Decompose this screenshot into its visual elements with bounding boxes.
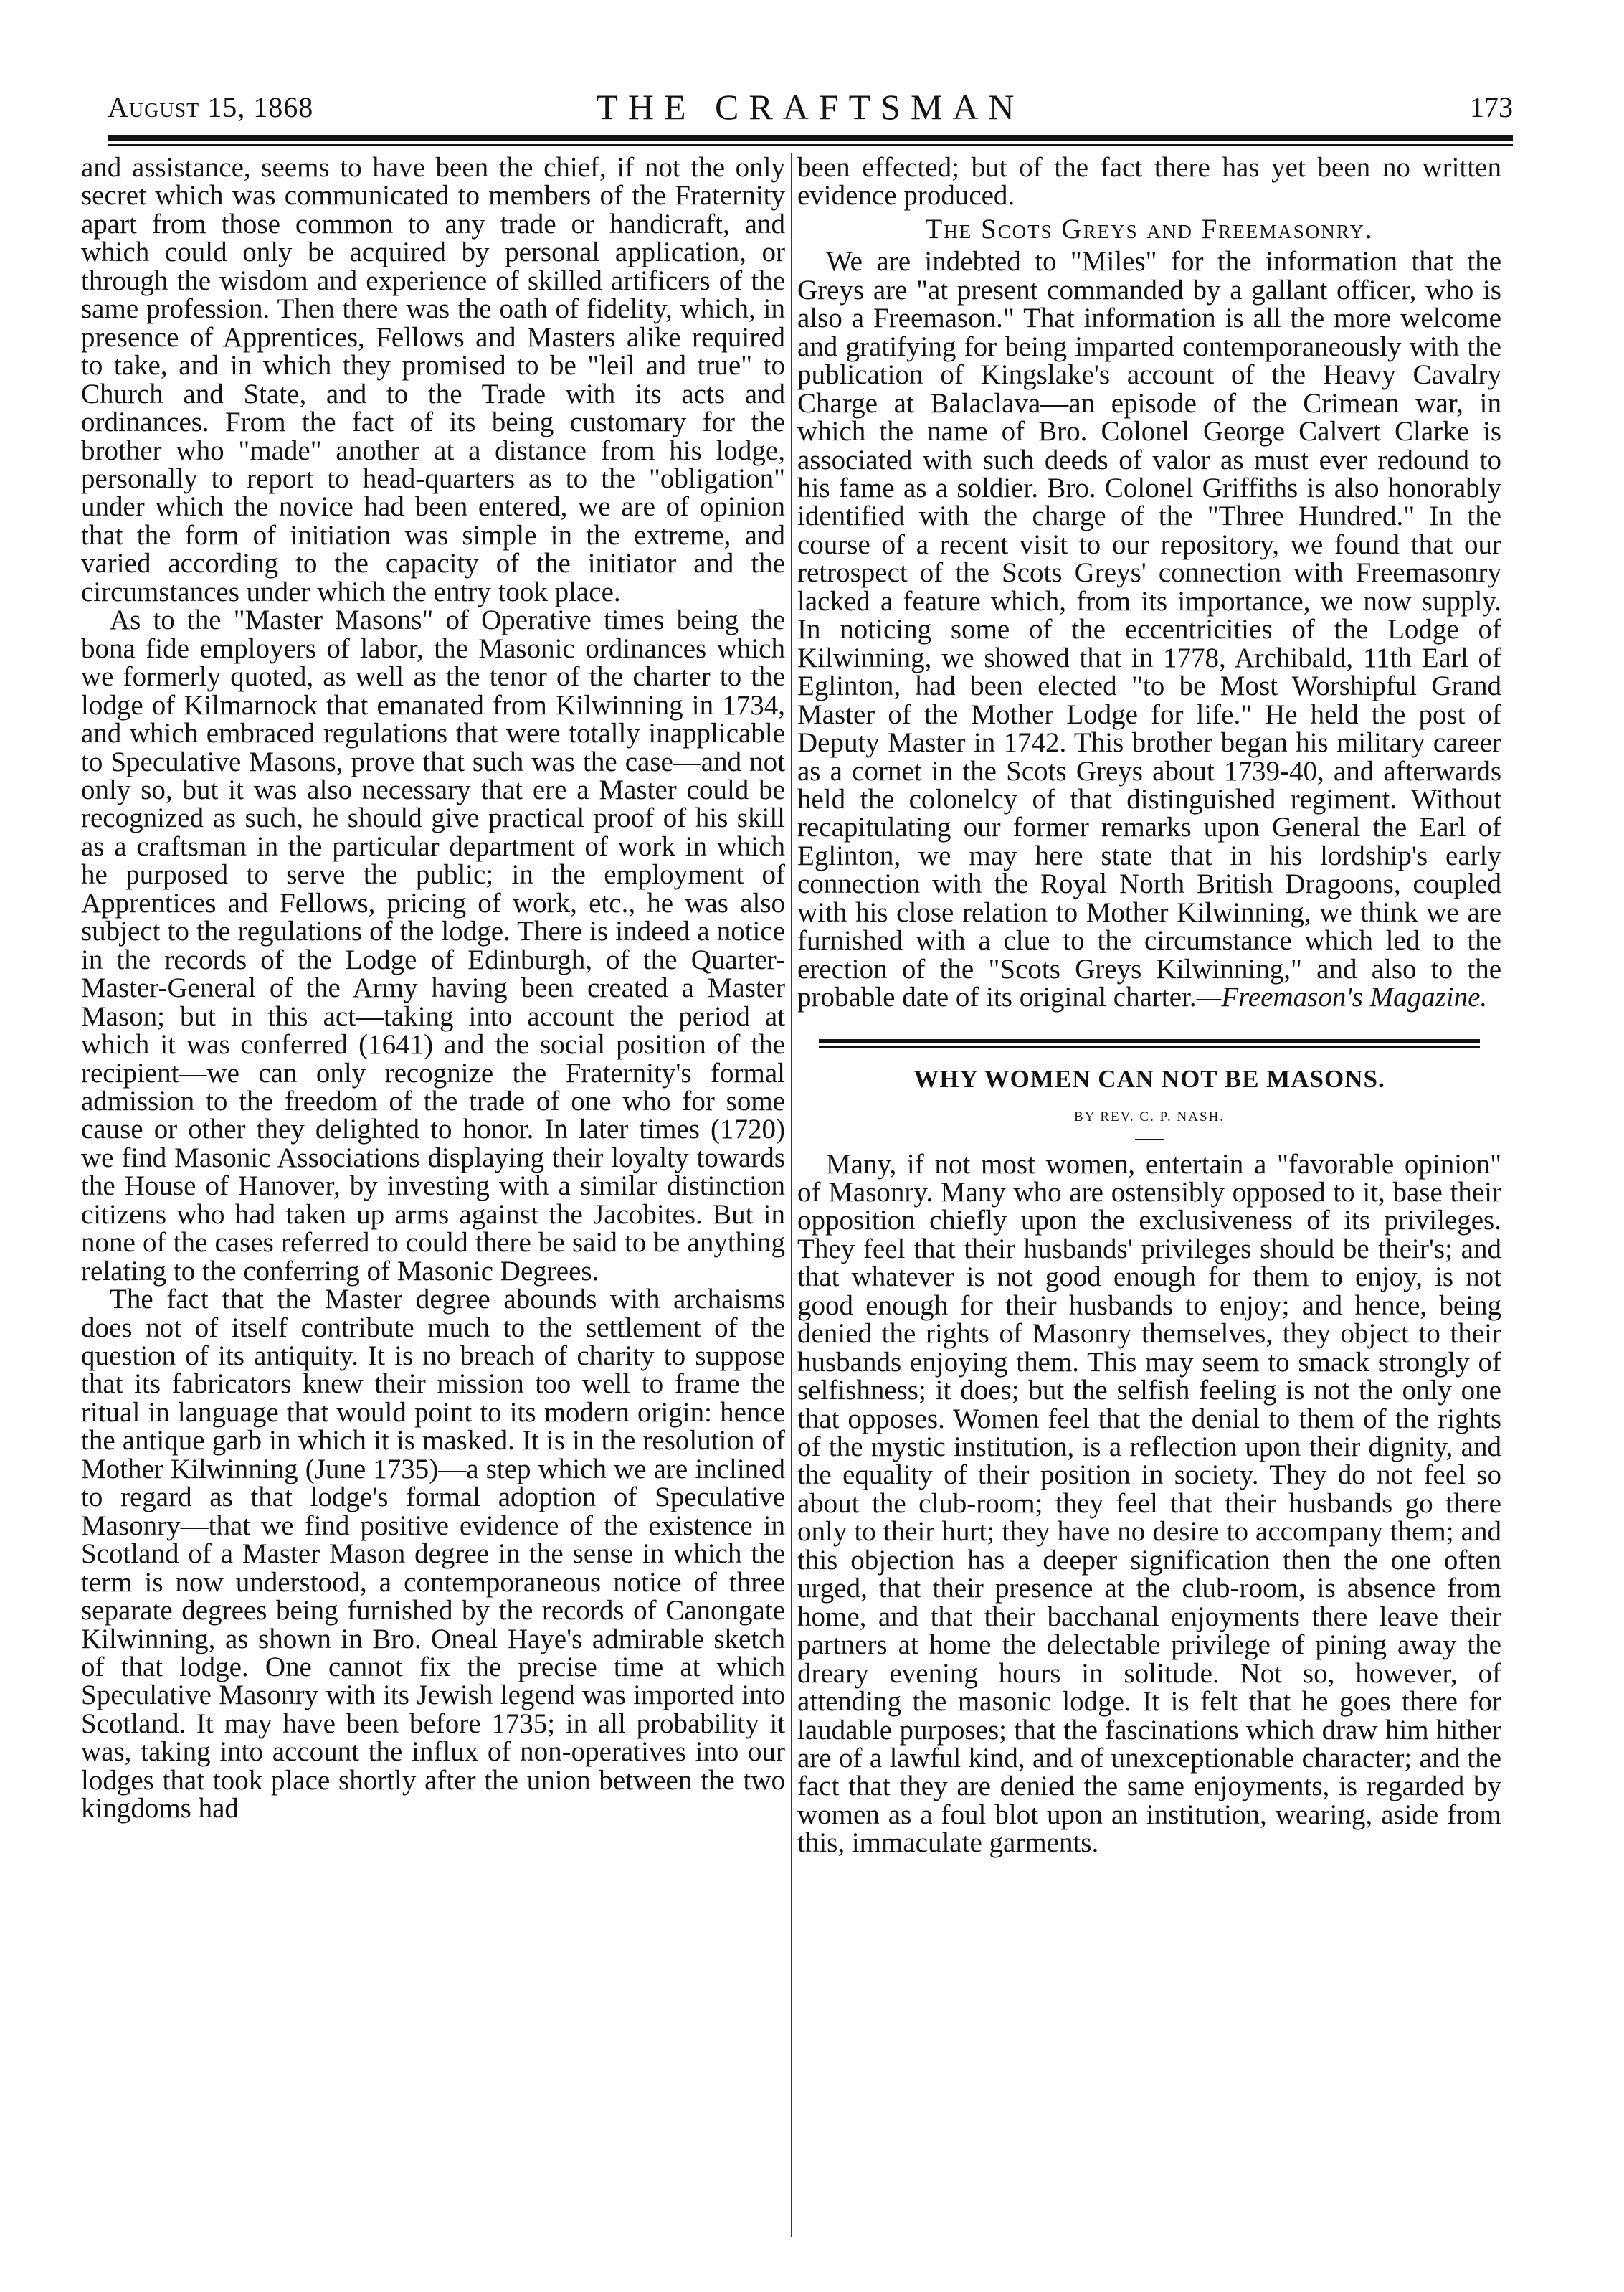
header-rule-thin bbox=[108, 144, 1513, 146]
article-body: Many, if not most women, entertain a "favorable opinion" of Masonry. Many who are ostensibly opposed to it, base their opposition chiefly upon the exclusiveness of its privileges. They feel that their husbands' privileges should be their's; and that whatever is not good enough for them to enjoy, is not good enough for their husbands to enjoy; and hence, being denied the rights of Masonry themselves, they object to their husbands enjoying them. This may seem to smack strongly of selfishness; it does; but the selfish feeling is not the only one that opposes. Women feel that the denial to them of the rights of the mystic institution, is a reflection upon their dignity, and the equality of their position in society. They do not feel so about the club-room; they feel that their husbands go there only to their hurt; they have no desire to accompany them; and this objection has a deeper signification then the one often urged, that their presence at the club-room, is absence from home, and that their bacchanal enjoyments there leave their partners at home the delectable privilege of pining away the dreary evening hours in solitude. Not so, however, of attending the masonic lodge. It is felt that he goes there for laudable purposes; that the fascinations which draw him hither are of a lawful kind, and of unexceptionable character; and the fact that they are denied the same enjoyments, is regarded by women as a foul blot upon an institution, wearing, aside from this, immaculate garments. bbox=[797, 1148, 1501, 1859]
page-header bbox=[108, 85, 1513, 135]
section-source: —Freemason's Magazine. bbox=[1196, 982, 1488, 1013]
left-paragraph-continued: and assistance, seems to have been the chief, if not the only secret which was communicated to members of the Fraternity apart from those common to any trade or handicraft, and which could only be acquired by personal application, or through the wisdom and experience of skilled artificers of the same profession. Then there was the oath of fidelity, which, in presence of Apprentices, Fellows and Masters alike required to take, and in which they promised to be "leil and true" to Church and State, and to the Trade with its acts and ordinances. From the fact of its being customary for the brother who "made" another at a distance from his lodge, personally to report to head-quarters as to the "obligation" under which the novice had been entered, we are of opinion that the form of initiation was simple in the extreme, and varied according to the capacity of the initiator and the circumstances under which the entry took place. bbox=[81, 152, 785, 607]
issue-date: August 15, 1868 bbox=[108, 91, 314, 123]
section-body-text: We are indebted to "Miles" for the information that the Greys are "at present commanded by a gallant officer, who is also a Freemason." That information is all the more welcome and gratifying for being imparted contemporaneously with the publication of Kingslake's account of the Heavy Cavalry Charge at Balaclava—an episode of the Crimean war, in which the name of Bro. Colonel George Calvert Clarke is associated with such deeds of valor as must ever redound to his fame as a soldier. Bro. Colonel Griffiths is also honorably identified with the charge of the "Three Hundred." In the course of a recent visit to our repository, we found that our retrospect of the Scots Greys' connection with Freemasonry lacked a feature which, from its importance, we now supply. In noticing some of the eccentricities of the Lodge of Kilwinning, we showed that in 1778, Archibald, 11th Earl of Eglinton, had been elected "to be Most Worshipful Grand Master of the Mother Lodge for life." He held the post of Deputy Master in 1742. This brother began his military career as a cornet in the Scots Greys about 1739-40, and afterwards held the colonelcy of that distinguished regiment. Without recapitulating our former remarks upon General the Earl of Eglinton, we may here state that in his lordship's early connection with the Royal North British Dragoons, coupled with his close relation to Mother Kilwinning, we think we are furnished with a clue to the circumstance which led to the erection of the "Scots Greys Kilwinning," and also to the probable date of its original charter. bbox=[797, 246, 1501, 1013]
section-body-scots-greys bbox=[797, 247, 1501, 1011]
page-number: 173 bbox=[1470, 91, 1513, 123]
article-byline: BY REV. C. P. NASH. bbox=[1073, 1109, 1225, 1125]
section-heading-scots-greys: The Scots Greys and Freemasonry. bbox=[925, 213, 1374, 245]
right-paragraph-continued: been effected; but of the fact there has yet been no written evidence produced. bbox=[797, 152, 1501, 212]
right-column bbox=[797, 153, 1501, 1857]
header-rule-thick bbox=[108, 135, 1513, 141]
publication-title: THE CRAFTSMAN bbox=[596, 87, 1025, 127]
left-column bbox=[81, 153, 785, 1823]
article-rule-thick bbox=[819, 1039, 1480, 1043]
article-title: WHY WOMEN CAN NOT BE MASONS. bbox=[913, 1064, 1385, 1093]
byline-rule bbox=[1135, 1139, 1164, 1140]
left-paragraph-master-degree: The fact that the Master degree abounds with archaisms does not of itself contribute much to the settlement of the question of its antiquity. It is no breach of charity to suppose that its fabricators knew their mission too well to frame the ritual in language that would point to its modern origin: hence the antique garb in which it is masked. It is in the resolution of Mother Kilwinning (June 1735)—a step which we are inclined to regard as that lodge's formal adoption of Speculative Masonry—that we find positive evidence of the existence in Scotland of a Master Mason degree in the sense in which the term is now understood, a contemporaneous notice of three separate degrees being furnished by the records of Canongate Kilwinning, as shown in Bro. Oneal Haye's admirable sketch of that lodge. One cannot fix the precise time at which Speculative Masonry with its Jewish legend was imported into Scotland. It may have been before 1735; in all probability it was, taking into account the influx of non-operatives into our lodges that took place shortly after the union between the two kingdoms had bbox=[81, 1284, 785, 1824]
article-rule-thin bbox=[819, 1046, 1480, 1048]
left-paragraph-master-masons: As to the "Master Masons" of Operative times being the bona fide employers of labor, the Masonic ordinances which we formerly quoted, as well as the tenor of the charter to the lodge of Kilmarnock that emanated from Kilwinning in 1734, and which embraced regulations that were totally inapplicable to Speculative Masons, prove that such was the case—and not only so, but it was also necessary that ere a Master could be recognized as such, he should give practical proof of his skill as a craftsman in the particular department of work in which he purposed to serve the public; in the employment of Apprentices and Fellows, pricing of work, etc., he was also subject to the regulations of the lodge. There is indeed a notice in the records of the Lodge of Edinburgh, of the Quarter-Master-General of the Army having been created a Master Mason; but in this act—taking into account the period at which it was conferred (1641) and the social position of the recipient—we can only recognize the Fraternity's formal admission to the freedom of the trade of one who for some cause or other they delighted to honor. In later times (1720) we find Masonic Associations displaying their loyalty towards the House of Hanover, by investing with a similar distinction citizens who had taken up arms against the Jacobites. But in none of the cases referred to could there be said to be anything relating to the conferring of Masonic Degrees. bbox=[81, 605, 785, 1287]
column-divider bbox=[791, 153, 792, 2237]
